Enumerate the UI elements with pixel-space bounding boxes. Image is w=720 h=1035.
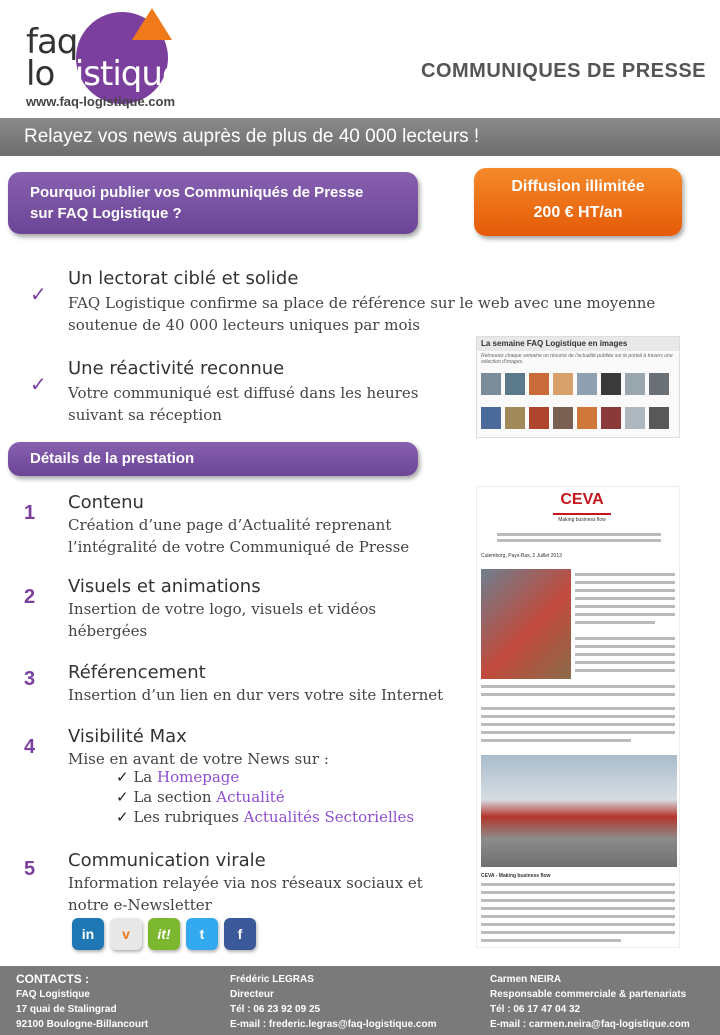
visibility-item-actualite: ✓ La section Actualité [116, 788, 285, 806]
step-text: Création d’une page d’Actualité reprenant l’intégralité de votre Communiqué de Presse [68, 516, 410, 556]
viadeo-icon[interactable]: v [110, 918, 142, 950]
step-title: Contenu [68, 492, 144, 513]
weekly-images-screenshot [476, 336, 680, 438]
ceva-logo: CEVA [553, 491, 611, 515]
step-title: Visibilité Max [68, 726, 187, 747]
screenshot-title: La semaine FAQ Logistique en images [477, 337, 679, 351]
checkmark-icon: ✓ [30, 374, 47, 396]
why-publish-line1: Pourquoi publier vos Communiqués de Presse [30, 184, 364, 201]
contact-company: CONTACTS : FAQ Logistique 17 quai de Stalingrad 92100 Boulogne-Billancourt [16, 972, 149, 1030]
headline-banner: Relayez vos news auprès de plus de 40 000 lecteurs ! [0, 118, 720, 156]
price-box [474, 168, 682, 236]
actualite-link[interactable]: Actualité [216, 788, 285, 806]
step-text: Information relayée via nos réseaux sociaux et notre e-Newsletter [68, 874, 423, 914]
feature-text: Votre communiqué est diffusé dans les heures suivant sa réception [68, 384, 419, 424]
visibility-item-homepage: ✓ La Homepage [116, 768, 240, 786]
screenshot-caption: Retrouvez chaque semaine un résumé de l'actualité publiée sur le portail à travers une sélection d'images. [481, 353, 673, 365]
visibility-item-sectorielles: ✓ Les rubriques Actualités Sectorielles [116, 808, 415, 826]
logo-text-faq: faq [26, 22, 78, 62]
press-release-screenshot [476, 486, 680, 948]
scoopit-icon[interactable]: it! [148, 918, 180, 950]
email-link[interactable]: E-mail : carmen.neira@faq-logistique.com [490, 1019, 690, 1030]
feature-title: Un lectorat ciblé et solide [68, 268, 299, 289]
sectorielles-link[interactable]: Actualités Sectorielles [243, 808, 415, 826]
step-title: Visuels et animations [68, 576, 261, 597]
building-photo [481, 755, 677, 867]
logo-triangle [132, 8, 172, 40]
step-text: Insertion d’un lien en dur vers votre site Internet [68, 686, 444, 704]
photo-caption: CEVA - Making business flow [481, 873, 551, 879]
step-number: 4 [24, 736, 36, 758]
why-publish-box [8, 172, 418, 234]
twitter-icon[interactable]: t [186, 918, 218, 950]
page-title: COMMUNIQUES DE PRESSE [421, 60, 706, 82]
thumbnail-row [481, 373, 669, 395]
step-title: Référencement [68, 662, 206, 683]
email-link[interactable]: E-mail : frederic.legras@faq-logistique.com [230, 1019, 437, 1030]
release-location: Culemborg, Pays-Bas, 2 Juillet 2013 [481, 553, 562, 559]
contacts-heading: CONTACTS : [16, 972, 90, 986]
price-line2: 200 € HT/an [533, 204, 623, 221]
feature-text: FAQ Logistique confirme sa place de référence sur le web avec une moyenne soutenue de 40 000 lecteurs uniques par mois [68, 294, 656, 334]
warehouse-photo [481, 569, 571, 679]
price-line1: Diffusion illimitée [511, 178, 645, 195]
facebook-icon[interactable]: f [224, 918, 256, 950]
checkmark-icon: ✓ [30, 284, 47, 306]
contact-person-1: Frédéric LEGRAS Directeur Tél : 06 23 92 09 25 E-mail : frederic.legras@faq-logistique.com [230, 974, 437, 1030]
linkedin-icon[interactable]: in [72, 918, 104, 950]
step-number: 2 [24, 586, 36, 608]
why-publish-line2: sur FAQ Logistique ? [30, 205, 182, 222]
site-url[interactable]: www.faq-logistique.com [26, 94, 176, 109]
feature-title: Une réactivité reconnue [68, 358, 285, 379]
contact-person-2: Carmen NEIRA Responsable commerciale & partenariats Tél : 06 17 47 04 32 E-mail : carmen.neira@faq-logistique.com [490, 974, 690, 1030]
thumbnail-row [481, 407, 669, 429]
contacts-footer [0, 966, 720, 1035]
step-number: 1 [24, 502, 36, 524]
step-number: 3 [24, 668, 36, 690]
homepage-link[interactable]: Homepage [157, 768, 240, 786]
step-title: Communication virale [68, 850, 266, 871]
step-text: Insertion de votre logo, visuels et vidéos hébergées [68, 600, 377, 640]
step-number: 5 [24, 858, 36, 880]
logo-text-logistique: logistique [26, 54, 182, 94]
details-box: Détails de la prestation [8, 442, 418, 476]
step-text: Mise en avant de votre News sur : [68, 750, 329, 768]
ceva-tagline: Making business flow [558, 517, 606, 523]
